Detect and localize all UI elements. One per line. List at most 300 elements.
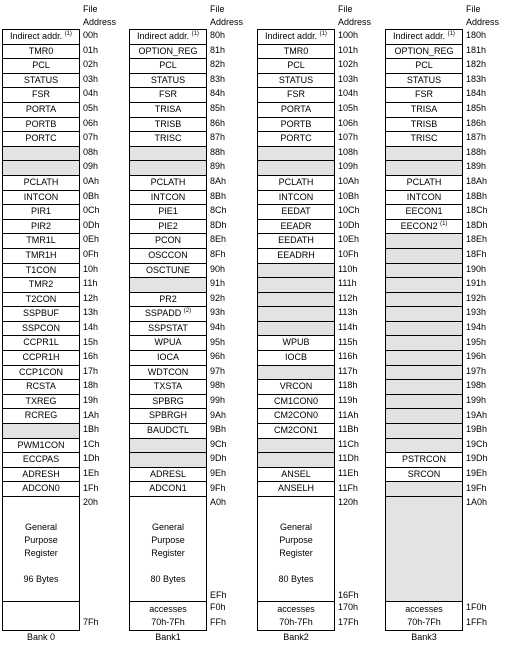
register-address: 115h (338, 336, 358, 347)
register-address: 10h (83, 263, 99, 274)
register-address: 1Eh (83, 468, 100, 478)
register-address: 108h (338, 146, 359, 157)
register-address: 09h (83, 161, 99, 172)
access-label-line: accesses (149, 604, 187, 614)
register-name: PR2 (159, 293, 177, 304)
register-address: 89h (210, 161, 226, 172)
header-line-file: File (210, 4, 225, 14)
register-cell (386, 132, 462, 147)
unimplemented-register (258, 161, 334, 176)
unimplemented-register (386, 264, 462, 279)
register-name: OPTION_REG (138, 45, 198, 56)
unimplemented-register (258, 293, 334, 308)
register-address: 94h (210, 322, 226, 332)
register-cell (3, 482, 79, 497)
register-address: 199h (466, 395, 487, 405)
register-name: CM2CON1 (273, 425, 318, 436)
register-address: 1Fh (83, 482, 99, 493)
register-name: PIR2 (30, 220, 51, 231)
register-cell (386, 59, 462, 74)
register-address: 10Bh (338, 190, 360, 201)
unimplemented-register (258, 322, 334, 337)
register-cell (130, 103, 206, 118)
register-cell (3, 45, 79, 60)
register-cell (258, 482, 334, 497)
register-address: 1Ch (83, 438, 100, 449)
register-address: 00h (83, 30, 99, 40)
unimplemented-register (3, 424, 79, 439)
register-cell (258, 59, 334, 74)
unimplemented-register (130, 147, 206, 162)
register-name: TMR0 (28, 45, 54, 56)
register-name: TMR2 (28, 279, 54, 290)
unimplemented-register (258, 264, 334, 279)
register-address: 93h (210, 307, 226, 318)
register-name: STATUS (406, 74, 442, 85)
register-address: 80h (210, 30, 226, 40)
register-cell (130, 74, 206, 89)
unimplemented-register (3, 147, 79, 162)
register-cell (3, 439, 79, 454)
register-cell (3, 380, 79, 395)
register-cell (3, 132, 79, 147)
access-end-address: 7Fh (83, 616, 99, 627)
register-address: 190h (466, 263, 487, 274)
header-line-address: Address (210, 17, 244, 27)
register-address: 18Eh (466, 234, 488, 245)
register-address: 109h (338, 161, 359, 172)
register-cell (386, 118, 462, 133)
register-address: 11Ch (338, 438, 359, 449)
register-address: 10Dh (338, 219, 360, 230)
register-cell (3, 118, 79, 133)
register-cell (130, 234, 206, 249)
register-address: 110h (338, 263, 358, 274)
register-address: 06h (83, 117, 99, 128)
bank-label: Bank3 (411, 632, 437, 642)
register-address: 19h (83, 395, 99, 405)
register-address: 8Ah (210, 176, 227, 186)
register-address: 0Ch (83, 205, 100, 216)
register-cell (130, 118, 206, 133)
register-cell (386, 468, 462, 483)
unimplemented-register (386, 424, 462, 439)
register-name: PIE1 (158, 206, 178, 217)
register-cell (386, 453, 462, 468)
register-cell (3, 30, 79, 45)
register-name: TRISA (410, 103, 438, 114)
unimplemented-register (386, 249, 462, 264)
register-name: TRISA (154, 103, 182, 114)
register-cell (3, 395, 79, 410)
register-address: 8Eh (210, 234, 227, 245)
register-address: 181h (466, 44, 487, 55)
register-cell (3, 205, 79, 220)
register-cell (258, 176, 334, 191)
register-name: Indirect addr. (137, 31, 190, 41)
register-address: 10Eh (338, 234, 360, 245)
register-cell (130, 322, 206, 337)
register-address: 8Fh (210, 249, 226, 259)
gpr-start-address: A0h (210, 497, 227, 508)
register-cell (258, 220, 334, 235)
register-cell (130, 30, 206, 45)
register-address: 85h (210, 103, 226, 113)
register-cell (258, 30, 334, 45)
register-address: 189h (466, 161, 487, 172)
register-address: 01h (83, 44, 99, 55)
register-name: IOCB (284, 352, 307, 363)
register-name: ADCON1 (149, 483, 187, 494)
register-name: ADRESL (149, 468, 186, 479)
register-address: 8Bh (210, 190, 227, 201)
register-cell (130, 132, 206, 147)
register-address: 19Ch (466, 438, 488, 449)
common-ram-access-block (258, 602, 334, 630)
unimplemented-register (258, 366, 334, 381)
register-name: SPBRG (152, 395, 184, 406)
register-cell (130, 468, 206, 483)
register-address: 83h (210, 73, 226, 84)
register-cell (3, 264, 79, 279)
access-label-line: 70h-7Fh (151, 616, 185, 627)
register-name: PORTA (280, 103, 312, 114)
register-name: PCL (159, 60, 177, 71)
register-cell (258, 45, 334, 60)
register-address: 182h (466, 59, 487, 70)
register-name: TMR0 (283, 45, 309, 56)
gpr-start-address: 1A0h (466, 497, 488, 508)
register-name: ANSELH (277, 483, 314, 494)
register-cell (3, 336, 79, 351)
register-name: WPUB (282, 337, 310, 348)
general-purpose-register-block (386, 497, 462, 602)
register-name: OSCTUNE (145, 264, 190, 275)
register-address: 194h (466, 322, 487, 332)
footnote-marker: (1) (319, 31, 327, 37)
register-cell (130, 482, 206, 497)
register-box (2, 29, 80, 631)
register-address: 9Eh (210, 468, 227, 478)
register-name: IOCA (156, 352, 179, 363)
register-name: PWM1CON (17, 439, 65, 450)
access-end-address: 1FFh (466, 616, 488, 627)
register-address: 116h (338, 351, 358, 362)
register-address: 112h (338, 292, 358, 303)
bank-label: Bank 0 (26, 632, 56, 642)
register-cell (386, 88, 462, 103)
register-address: 11Fh (338, 482, 358, 493)
register-name: T1CON (25, 264, 57, 275)
access-label-line: 70h-7Fh (279, 616, 313, 627)
footnote-marker: (2) (183, 308, 192, 315)
unimplemented-register (386, 380, 462, 395)
unimplemented-register (258, 278, 334, 293)
register-cell (130, 307, 206, 322)
register-cell (3, 293, 79, 308)
register-cell (130, 264, 206, 279)
unimplemented-register (386, 278, 462, 293)
register-cell (386, 74, 462, 89)
footnote-marker: (1) (447, 31, 455, 37)
register-cell (130, 88, 206, 103)
unimplemented-register (258, 307, 334, 322)
register-address: 192h (466, 292, 487, 303)
register-address: 15h (83, 336, 99, 347)
register-name: STATUS (278, 74, 314, 85)
register-address: 19Ah (466, 409, 488, 420)
register-cell (258, 103, 334, 118)
unimplemented-register (386, 366, 462, 381)
gpr-start-address: 120h (338, 497, 359, 508)
register-address: 187h (466, 132, 487, 143)
register-name: EEDAT (281, 206, 311, 217)
register-name: TRISC (154, 133, 182, 144)
register-name: T2CON (25, 293, 57, 304)
register-address: 0Ah (83, 176, 100, 186)
register-cell (258, 336, 334, 351)
register-name: EECON1 (405, 206, 443, 217)
register-address: 8Ch (210, 205, 227, 216)
register-name: PCL (287, 60, 305, 71)
unimplemented-register (258, 439, 334, 454)
register-cell (3, 409, 79, 424)
register-name: PCLATH (406, 176, 442, 187)
bank-label: Bank2 (283, 632, 309, 642)
register-name: VRCON (279, 381, 313, 392)
gpr-size-label: 80 Bytes (278, 574, 314, 584)
gpr-label-line: Purpose (151, 535, 185, 545)
register-address: 9Bh (210, 424, 227, 435)
register-name: PORTC (25, 133, 57, 144)
register-name: EEDATH (278, 235, 314, 246)
footnote-marker: (1) (191, 31, 199, 37)
register-name: PCL (32, 60, 50, 71)
register-name: STATUS (23, 74, 59, 85)
register-address: 16h (83, 351, 99, 362)
register-cell (258, 351, 334, 366)
register-cell (386, 45, 462, 60)
register-address: 103h (338, 73, 359, 84)
access-end-address: 17Fh (338, 616, 359, 627)
register-name: SSPSTAT (148, 322, 188, 333)
register-address: 113h (338, 307, 358, 318)
gpr-label-line: Purpose (24, 535, 58, 545)
register-address: 9Ah (210, 409, 227, 420)
register-name: PORTB (25, 118, 57, 129)
register-address: 195h (466, 336, 487, 347)
register-cell (258, 234, 334, 249)
common-ram-access-block (130, 602, 206, 630)
gpr-size-label: 80 Bytes (150, 574, 186, 584)
register-name: RCREG (24, 410, 58, 421)
register-name: WPUA (154, 337, 182, 348)
register-address: 114h (338, 322, 358, 332)
register-name: PSTRCON (401, 454, 446, 465)
unimplemented-register (386, 439, 462, 454)
register-address: 100h (338, 30, 359, 40)
unimplemented-register (130, 278, 206, 293)
register-address: 19Bh (466, 424, 488, 435)
register-cell (3, 366, 79, 381)
register-cell (130, 191, 206, 206)
register-address: 96h (210, 351, 226, 362)
register-cell (130, 380, 206, 395)
register-address: 184h (466, 88, 487, 99)
register-address: 14h (83, 322, 99, 332)
register-name: WDTCON (147, 366, 189, 377)
register-cell (3, 176, 79, 191)
access-start-address: F0h (210, 602, 226, 613)
register-address: 98h (210, 380, 226, 391)
register-name: BAUDCTL (146, 425, 189, 436)
register-name: Indirect addr. (10, 31, 63, 41)
register-address: 0Eh (83, 234, 100, 245)
register-name: OSCCON (148, 249, 188, 260)
register-address: 10Ah (338, 176, 360, 186)
register-name: PCLATH (278, 176, 314, 187)
register-name: ECCPAS (22, 454, 60, 465)
register-name: PORTB (280, 118, 312, 129)
gpr-size-label: 96 Bytes (23, 574, 59, 584)
register-cell (258, 249, 334, 264)
register-address: 04h (83, 88, 99, 99)
register-cell (3, 74, 79, 89)
register-name: INTCON (278, 191, 314, 202)
register-cell (3, 103, 79, 118)
register-cell (3, 220, 79, 235)
access-label-line: accesses (405, 604, 443, 614)
access-start-address: 170h (338, 602, 359, 613)
register-address: 118h (338, 380, 358, 391)
register-cell (258, 88, 334, 103)
unimplemented-register (386, 482, 462, 497)
register-cell (130, 293, 206, 308)
register-name: CM1CON0 (273, 395, 318, 406)
gpr-label-line: Register (151, 548, 185, 558)
register-address: 1Ah (83, 409, 100, 420)
header-line-file: File (466, 4, 481, 14)
register-name: FSR (32, 89, 50, 100)
register-address: 104h (338, 88, 359, 99)
register-address: 106h (338, 117, 359, 128)
unimplemented-register (258, 453, 334, 468)
header-line-address: Address (83, 17, 117, 27)
register-cell (258, 380, 334, 395)
register-name: Indirect addr. (393, 31, 446, 41)
register-address: 18h (83, 380, 99, 391)
register-address: 12h (83, 292, 99, 303)
gpr-start-address: 20h (83, 497, 99, 508)
register-name: CCP1CON (18, 366, 63, 377)
register-cell (258, 132, 334, 147)
register-address: 186h (466, 117, 487, 128)
register-cell (3, 468, 79, 483)
register-name: TXSTA (153, 381, 183, 392)
register-cell (130, 176, 206, 191)
register-name: CCPR1H (22, 352, 60, 363)
register-address: 08h (83, 146, 99, 157)
register-address: 82h (210, 59, 226, 70)
register-address: 1Dh (83, 453, 100, 464)
register-name: FSR (287, 89, 305, 100)
register-address: 07h (83, 132, 99, 143)
register-address: 19Dh (466, 453, 488, 464)
register-name: EECON2 (400, 220, 438, 231)
register-address: 9Fh (210, 482, 226, 493)
access-start-address: 1F0h (466, 602, 487, 613)
register-name: TMR1L (26, 235, 56, 246)
register-name: PCON (154, 235, 181, 246)
register-name: TXREG (25, 395, 57, 406)
register-name: EEADR (280, 220, 312, 231)
register-name: STATUS (150, 74, 186, 85)
register-name: CM2CON0 (273, 410, 318, 421)
register-name: PIR1 (30, 206, 51, 217)
unimplemented-register (130, 453, 206, 468)
footnote-marker: (1) (64, 31, 72, 37)
register-cell (258, 118, 334, 133)
register-name: TRISB (410, 118, 438, 129)
register-address: 90h (210, 263, 226, 274)
unimplemented-register (386, 234, 462, 249)
unimplemented-register (258, 147, 334, 162)
register-address: 03h (83, 73, 99, 84)
register-address: 81h (210, 44, 226, 55)
unimplemented-register (386, 351, 462, 366)
register-cell (130, 409, 206, 424)
register-address: 88h (210, 146, 226, 157)
register-address: 0Fh (83, 249, 99, 259)
register-address: 102h (338, 59, 359, 70)
register-address: 11Ah (338, 409, 359, 420)
register-address: 18Ah (466, 176, 488, 186)
register-box (385, 29, 463, 631)
register-address: 119h (338, 395, 358, 405)
register-cell (258, 205, 334, 220)
register-cell (258, 395, 334, 410)
register-address: 05h (83, 103, 99, 113)
register-cell (3, 278, 79, 293)
register-name: SRCON (407, 468, 441, 479)
common-ram-access-block (386, 602, 462, 630)
register-cell (386, 30, 462, 45)
unimplemented-register (386, 147, 462, 162)
register-cell (3, 351, 79, 366)
register-address: 84h (210, 88, 226, 99)
register-box (257, 29, 335, 631)
register-address: 197h (466, 365, 487, 376)
register-name: TMR1H (25, 249, 57, 260)
register-address: 97h (210, 365, 226, 376)
register-address: 17h (83, 365, 99, 376)
register-address: 193h (466, 307, 487, 318)
gpr-end-address: 16Fh (338, 589, 359, 600)
register-box (129, 29, 207, 631)
register-name: ADCON0 (22, 483, 60, 494)
register-address: 185h (466, 103, 487, 113)
file-address-header (210, 3, 243, 29)
register-address: 180h (466, 30, 487, 40)
register-address: 1Bh (83, 424, 100, 435)
register-address: 18Ch (466, 205, 488, 216)
register-address: 18Fh (466, 249, 487, 259)
register-address: 117h (338, 365, 358, 376)
register-name: TRISB (154, 118, 182, 129)
register-cell (130, 395, 206, 410)
unimplemented-register (130, 161, 206, 176)
register-cell (386, 103, 462, 118)
